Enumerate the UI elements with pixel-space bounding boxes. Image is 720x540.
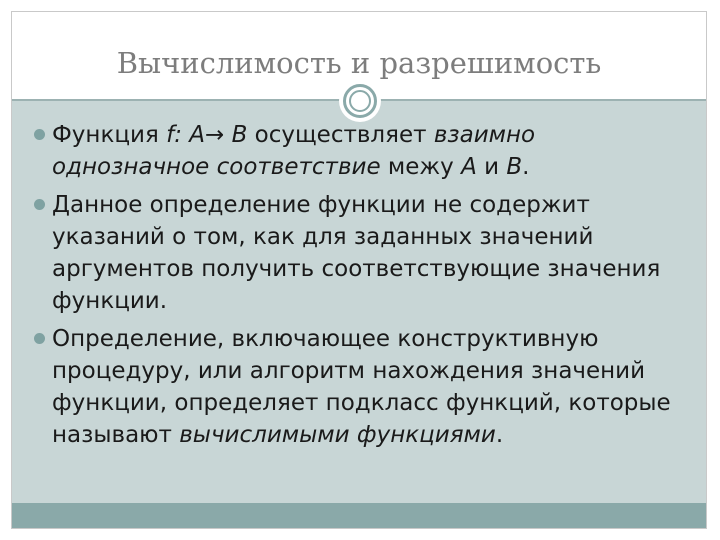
text-run: . <box>495 422 504 448</box>
set-name: A <box>461 154 477 180</box>
bullet-item <box>34 323 694 451</box>
bullet-text <box>52 122 535 180</box>
bullet-dot-icon <box>34 333 45 344</box>
bullet-item <box>34 119 694 183</box>
bottom-bar <box>12 503 706 528</box>
bullet-dot-icon <box>34 129 45 140</box>
set-name: B <box>506 154 523 180</box>
bullet-text: Данное определение функции не содержит указаний о том, как для заданных значений аргументов получить соответствующие значения функции. <box>52 192 661 314</box>
text-run: и <box>476 154 507 180</box>
text-run: Определение, включающее конструктивную процедуру, или алгоритм нахождения значений функции, определяет подкласс функций, которые называют <box>52 326 671 448</box>
ring-ornament-icon <box>339 80 381 122</box>
emphasis-term: взаимно однозначное соответствие <box>52 122 536 180</box>
bullet-item <box>34 189 694 317</box>
text-run: осуществляет <box>247 122 434 148</box>
bullet-text <box>52 326 671 448</box>
text-run: Функция <box>52 122 167 148</box>
bullet-dot-icon <box>34 199 45 210</box>
slide-title: Вычислимость и разрешимость <box>116 46 602 80</box>
text-run: . <box>522 154 530 180</box>
emphasis-term: вычислимыми функциями <box>179 422 496 448</box>
function-notation: f: A→ B <box>166 122 248 148</box>
bullet-list <box>34 119 694 457</box>
text-run: межу <box>380 154 462 180</box>
